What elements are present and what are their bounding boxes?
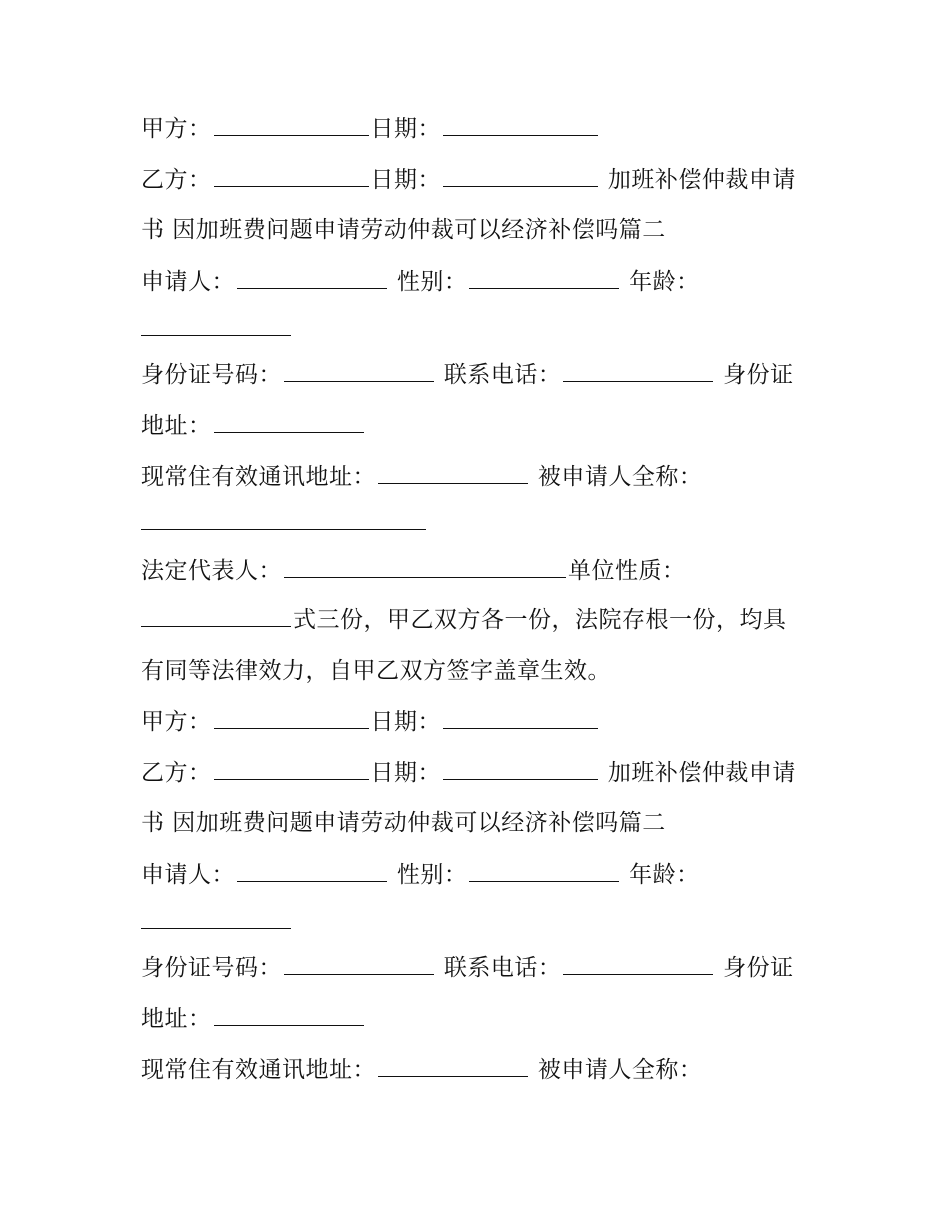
residence-label: 现常住有效通讯地址：	[141, 1057, 376, 1083]
applicant-label: 申请人：	[141, 269, 235, 295]
residence-blank	[378, 1054, 528, 1077]
age-blank-line-2	[141, 906, 293, 938]
respondent-label: 被申请人全称：	[537, 1057, 703, 1083]
party-b-line-2	[141, 757, 796, 789]
heading-line	[141, 214, 666, 246]
copies-line	[141, 604, 787, 636]
residence-label: 现常住有效通讯地址：	[141, 464, 376, 490]
respondent-label: 被申请人全称：	[537, 464, 703, 490]
gender-label: 性别：	[396, 269, 468, 295]
party-a-label: 甲方：	[141, 709, 212, 735]
party-b-line	[141, 164, 796, 196]
legal-rep-line	[141, 555, 686, 587]
party-a-blank	[214, 706, 369, 729]
party-b-blank	[214, 164, 369, 187]
gender-label: 性别：	[396, 862, 468, 888]
date-label: 日期：	[370, 709, 441, 735]
date-label: 日期：	[370, 116, 441, 142]
party-a-line-2	[141, 706, 600, 738]
date-blank	[443, 757, 598, 780]
heading-fragment: 加班补偿仲裁申请	[607, 760, 796, 786]
phone-blank	[563, 952, 713, 975]
date-label: 日期：	[370, 167, 441, 193]
id-number-label: 身份证号码：	[141, 955, 282, 981]
applicant-blank	[237, 266, 387, 289]
unit-type-label: 单位性质：	[568, 558, 686, 584]
residence-blank	[378, 461, 528, 484]
id-number-blank	[284, 359, 434, 382]
copies-text: 式三份，甲乙双方各一份，法院存根一份，均具	[293, 607, 787, 633]
gender-blank	[469, 859, 619, 882]
legal-rep-label: 法定代表人：	[141, 558, 282, 584]
phone-blank	[563, 359, 713, 382]
date-blank	[443, 706, 598, 729]
party-a-line	[141, 113, 600, 145]
respondent-blank	[141, 507, 426, 530]
address-label: 地址：	[141, 413, 212, 439]
party-a-label: 甲方：	[141, 116, 212, 142]
respondent-blank-line	[141, 507, 428, 539]
party-b-label: 乙方：	[141, 760, 212, 786]
date-blank	[443, 113, 598, 136]
effect-line	[141, 655, 611, 687]
date-blank	[443, 164, 598, 187]
gender-blank	[469, 266, 619, 289]
phone-label: 联系电话：	[443, 955, 562, 981]
residence-line	[141, 461, 702, 493]
address-blank	[214, 410, 364, 433]
address-blank	[214, 1003, 364, 1026]
heading-text: 书 因加班费问题申请劳动仲裁可以经济补偿吗篇二	[141, 810, 666, 836]
applicant-label: 申请人：	[141, 862, 235, 888]
age-blank-line	[141, 313, 293, 345]
age-label: 年龄：	[629, 269, 700, 295]
residence-line-2	[141, 1054, 702, 1086]
id-card-label: 身份证	[723, 362, 794, 388]
address-line-2	[141, 1003, 366, 1035]
heading-fragment: 加班补偿仲裁申请	[607, 167, 796, 193]
id-line-2	[141, 952, 794, 984]
address-line	[141, 410, 366, 442]
id-number-label: 身份证号码：	[141, 362, 282, 388]
age-blank	[141, 313, 291, 336]
legal-rep-blank	[284, 555, 566, 578]
unit-type-blank	[141, 604, 291, 627]
party-b-label: 乙方：	[141, 167, 212, 193]
age-blank	[141, 906, 291, 929]
heading-text: 书 因加班费问题申请劳动仲裁可以经济补偿吗篇二	[141, 217, 666, 243]
date-label: 日期：	[370, 760, 441, 786]
applicant-blank	[237, 859, 387, 882]
age-label: 年龄：	[629, 862, 700, 888]
applicant-line	[141, 266, 700, 298]
address-label: 地址：	[141, 1006, 212, 1032]
id-number-blank	[284, 952, 434, 975]
party-b-blank	[214, 757, 369, 780]
phone-label: 联系电话：	[443, 362, 562, 388]
heading-line-2	[141, 807, 666, 839]
id-line	[141, 359, 794, 391]
id-card-label: 身份证	[723, 955, 794, 981]
effect-text: 有同等法律效力，自甲乙双方签字盖章生效。	[141, 658, 611, 684]
party-a-blank	[214, 113, 369, 136]
applicant-line-2	[141, 859, 700, 891]
